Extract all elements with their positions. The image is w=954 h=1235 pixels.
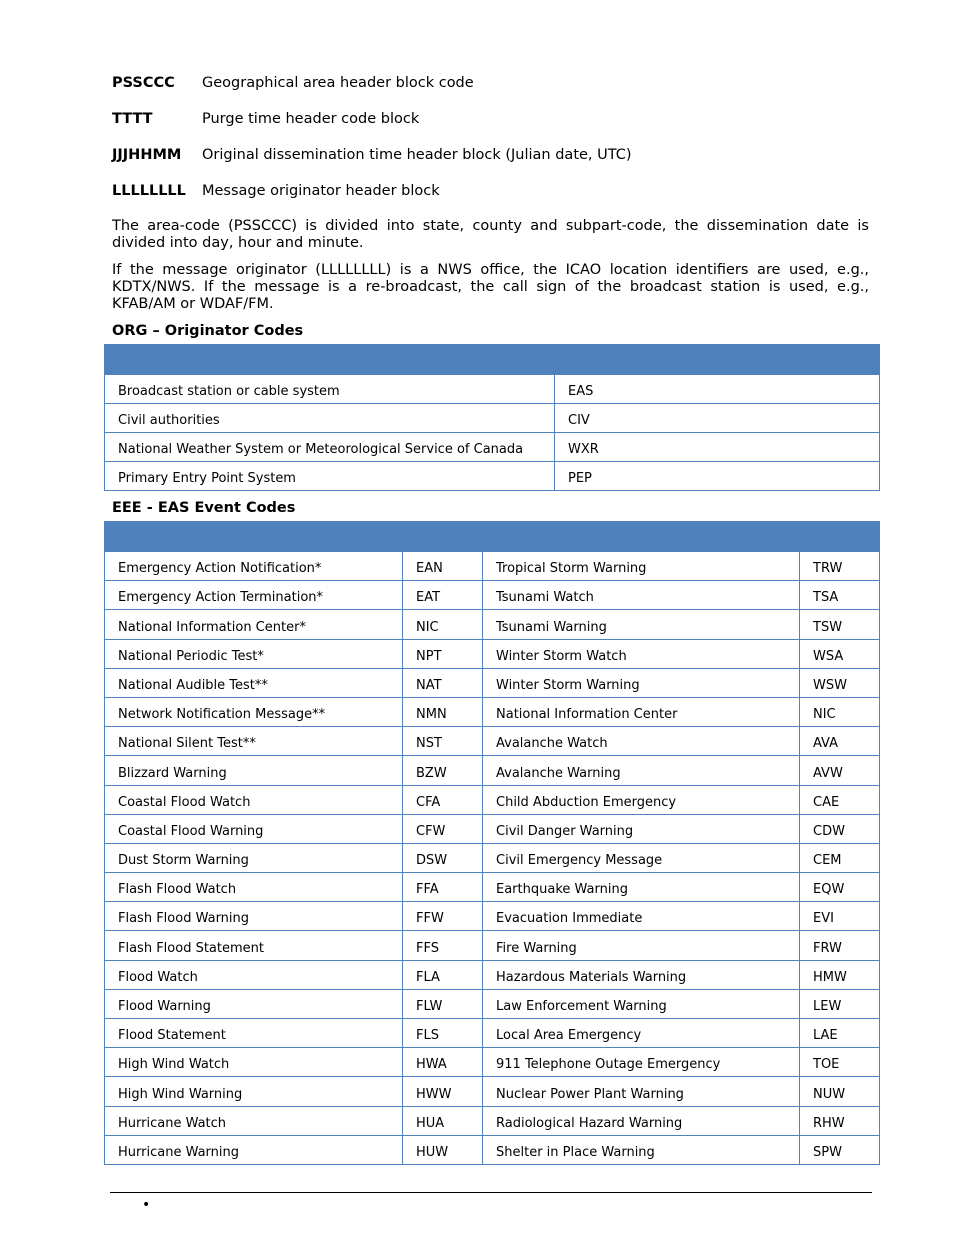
event-code: NIC bbox=[403, 610, 483, 639]
eee-table-body bbox=[105, 552, 880, 1165]
event-name: Winter Storm Warning bbox=[483, 668, 800, 697]
event-name: National Silent Test** bbox=[105, 727, 403, 756]
event-name: Coastal Flood Watch bbox=[105, 785, 403, 814]
event-name: Winter Storm Watch bbox=[483, 639, 800, 668]
event-name: Law Enforcement Warning bbox=[483, 989, 800, 1018]
event-code: CDW bbox=[800, 814, 880, 843]
event-name: Radiological Hazard Warning bbox=[483, 1106, 800, 1135]
area-code-paragraph: The area-code (PSSCCC) is divided into state, county and subpart-code, the dissemination date is divided into day, hour and minute. bbox=[112, 218, 869, 251]
table-row bbox=[105, 902, 880, 931]
event-code: TSW bbox=[800, 610, 880, 639]
definition-term: TTTT bbox=[112, 111, 153, 127]
originator-name: Broadcast station or cable system bbox=[105, 375, 555, 404]
event-name: Dust Storm Warning bbox=[105, 843, 403, 872]
event-code: EVI bbox=[800, 902, 880, 931]
originator-code: CIV bbox=[555, 404, 880, 433]
eee-table-heading: EEE - EAS Event Codes bbox=[112, 500, 296, 516]
originator-code: PEP bbox=[555, 462, 880, 491]
event-name: Civil Emergency Message bbox=[483, 843, 800, 872]
table-row bbox=[105, 404, 880, 433]
table-header-cell bbox=[403, 522, 483, 552]
event-code: FFW bbox=[403, 902, 483, 931]
org-table-heading: ORG – Originator Codes bbox=[112, 323, 304, 339]
originator-codes-table bbox=[104, 344, 880, 491]
event-code: WSW bbox=[800, 668, 880, 697]
event-name: Blizzard Warning bbox=[105, 756, 403, 785]
event-name: Evacuation Immediate bbox=[483, 902, 800, 931]
table-header-cell bbox=[105, 522, 403, 552]
table-row bbox=[105, 960, 880, 989]
event-code: NPT bbox=[403, 639, 483, 668]
event-codes-table bbox=[104, 521, 880, 1165]
event-name: High Wind Warning bbox=[105, 1077, 403, 1106]
table-row bbox=[105, 1048, 880, 1077]
event-name: High Wind Watch bbox=[105, 1048, 403, 1077]
definition-term: PSSCCC bbox=[112, 75, 175, 91]
event-code: NUW bbox=[800, 1077, 880, 1106]
table-row bbox=[105, 697, 880, 726]
event-code: WSA bbox=[800, 639, 880, 668]
event-code: NAT bbox=[403, 668, 483, 697]
event-code: TOE bbox=[800, 1048, 880, 1077]
originator-code: WXR bbox=[555, 433, 880, 462]
event-name: Hazardous Materials Warning bbox=[483, 960, 800, 989]
originator-name: National Weather System or Meteorological Service of Canada bbox=[105, 433, 555, 462]
event-code: NIC bbox=[800, 697, 880, 726]
definition-row bbox=[112, 109, 872, 145]
table-row bbox=[105, 1019, 880, 1048]
event-code: BZW bbox=[403, 756, 483, 785]
event-code: TRW bbox=[800, 552, 880, 581]
event-name: National Information Center* bbox=[105, 610, 403, 639]
table-row bbox=[105, 639, 880, 668]
table-header-row bbox=[105, 522, 880, 552]
event-code: FFS bbox=[403, 931, 483, 960]
event-code: AVA bbox=[800, 727, 880, 756]
event-name: 911 Telephone Outage Emergency bbox=[483, 1048, 800, 1077]
event-name: Flood Watch bbox=[105, 960, 403, 989]
event-code: FFA bbox=[403, 873, 483, 902]
event-name: National Periodic Test* bbox=[105, 639, 403, 668]
event-code: NST bbox=[403, 727, 483, 756]
originator-name: Civil authorities bbox=[105, 404, 555, 433]
event-code: AVW bbox=[800, 756, 880, 785]
definition-description: Original dissemination time header block (Julian date, UTC) bbox=[202, 147, 632, 163]
table-header-row bbox=[105, 345, 880, 375]
event-name: Flood Statement bbox=[105, 1019, 403, 1048]
event-code: LAE bbox=[800, 1019, 880, 1048]
event-code: FRW bbox=[800, 931, 880, 960]
event-name: Civil Danger Warning bbox=[483, 814, 800, 843]
event-name: Avalanche Warning bbox=[483, 756, 800, 785]
table-row bbox=[105, 610, 880, 639]
event-name: Coastal Flood Warning bbox=[105, 814, 403, 843]
event-name: National Information Center bbox=[483, 697, 800, 726]
event-name: Child Abduction Emergency bbox=[483, 785, 800, 814]
table-row bbox=[105, 756, 880, 785]
table-row bbox=[105, 433, 880, 462]
table-row bbox=[105, 873, 880, 902]
event-code: FLA bbox=[403, 960, 483, 989]
table-header-cell bbox=[483, 522, 800, 552]
event-code: HUW bbox=[403, 1135, 483, 1164]
event-code: HUA bbox=[403, 1106, 483, 1135]
table-header-cell bbox=[105, 345, 555, 375]
originator-paragraph: If the message originator (LLLLLLLL) is a NWS office, the ICAO location identifiers are used, e.g., KDTX/NWS. If the message is a re-broadcast, the call sign of the broadcast station is used, e.g., KFAB/AM or WDAF/FM. bbox=[112, 262, 869, 312]
table-row bbox=[105, 814, 880, 843]
table-header-cell bbox=[555, 345, 880, 375]
event-code: LEW bbox=[800, 989, 880, 1018]
definition-term: JJJHHMM bbox=[112, 147, 182, 163]
event-name: Tsunami Warning bbox=[483, 610, 800, 639]
table-row bbox=[105, 668, 880, 697]
event-name: Fire Warning bbox=[483, 931, 800, 960]
event-code: HWW bbox=[403, 1077, 483, 1106]
event-code: FLW bbox=[403, 989, 483, 1018]
definition-row bbox=[112, 145, 872, 181]
table-row bbox=[105, 375, 880, 404]
table-header-cell bbox=[800, 522, 880, 552]
event-code: EQW bbox=[800, 873, 880, 902]
table-row bbox=[105, 931, 880, 960]
event-code: DSW bbox=[403, 843, 483, 872]
event-name: Flood Warning bbox=[105, 989, 403, 1018]
event-code: EAN bbox=[403, 552, 483, 581]
event-code: EAT bbox=[403, 581, 483, 610]
event-code: FLS bbox=[403, 1019, 483, 1048]
event-code: TSA bbox=[800, 581, 880, 610]
event-name: Tsunami Watch bbox=[483, 581, 800, 610]
definition-description: Geographical area header block code bbox=[202, 75, 474, 91]
table-row bbox=[105, 1106, 880, 1135]
event-code: RHW bbox=[800, 1106, 880, 1135]
event-name: Hurricane Warning bbox=[105, 1135, 403, 1164]
event-code: NMN bbox=[403, 697, 483, 726]
event-name: Earthquake Warning bbox=[483, 873, 800, 902]
event-name: Local Area Emergency bbox=[483, 1019, 800, 1048]
event-name: Flash Flood Statement bbox=[105, 931, 403, 960]
table-row bbox=[105, 727, 880, 756]
event-name: Shelter in Place Warning bbox=[483, 1135, 800, 1164]
event-name: Flash Flood Watch bbox=[105, 873, 403, 902]
event-name: Nuclear Power Plant Warning bbox=[483, 1077, 800, 1106]
event-code: HMW bbox=[800, 960, 880, 989]
event-code: CFA bbox=[403, 785, 483, 814]
table-row bbox=[105, 989, 880, 1018]
event-name: Flash Flood Warning bbox=[105, 902, 403, 931]
event-name: Emergency Action Termination* bbox=[105, 581, 403, 610]
event-code: CEM bbox=[800, 843, 880, 872]
table-row bbox=[105, 843, 880, 872]
definition-description: Purge time header code block bbox=[202, 111, 420, 127]
table-row bbox=[105, 462, 880, 491]
footer-divider bbox=[110, 1192, 872, 1193]
table-row bbox=[105, 1077, 880, 1106]
footer-bullet: • bbox=[142, 1197, 151, 1213]
event-code: HWA bbox=[403, 1048, 483, 1077]
event-name: Avalanche Watch bbox=[483, 727, 800, 756]
originator-name: Primary Entry Point System bbox=[105, 462, 555, 491]
table-row bbox=[105, 1135, 880, 1164]
definition-description: Message originator header block bbox=[202, 183, 440, 199]
table-row bbox=[105, 785, 880, 814]
event-name: Network Notification Message** bbox=[105, 697, 403, 726]
header-block-definitions bbox=[112, 73, 872, 217]
event-name: Emergency Action Notification* bbox=[105, 552, 403, 581]
definition-row bbox=[112, 181, 872, 217]
event-name: Hurricane Watch bbox=[105, 1106, 403, 1135]
event-name: National Audible Test** bbox=[105, 668, 403, 697]
definition-row bbox=[112, 73, 872, 109]
originator-code: EAS bbox=[555, 375, 880, 404]
event-code: SPW bbox=[800, 1135, 880, 1164]
event-name: Tropical Storm Warning bbox=[483, 552, 800, 581]
org-table-body bbox=[105, 375, 880, 491]
event-code: CAE bbox=[800, 785, 880, 814]
table-row bbox=[105, 581, 880, 610]
table-row bbox=[105, 552, 880, 581]
event-code: CFW bbox=[403, 814, 483, 843]
definition-term: LLLLLLLL bbox=[112, 183, 186, 199]
